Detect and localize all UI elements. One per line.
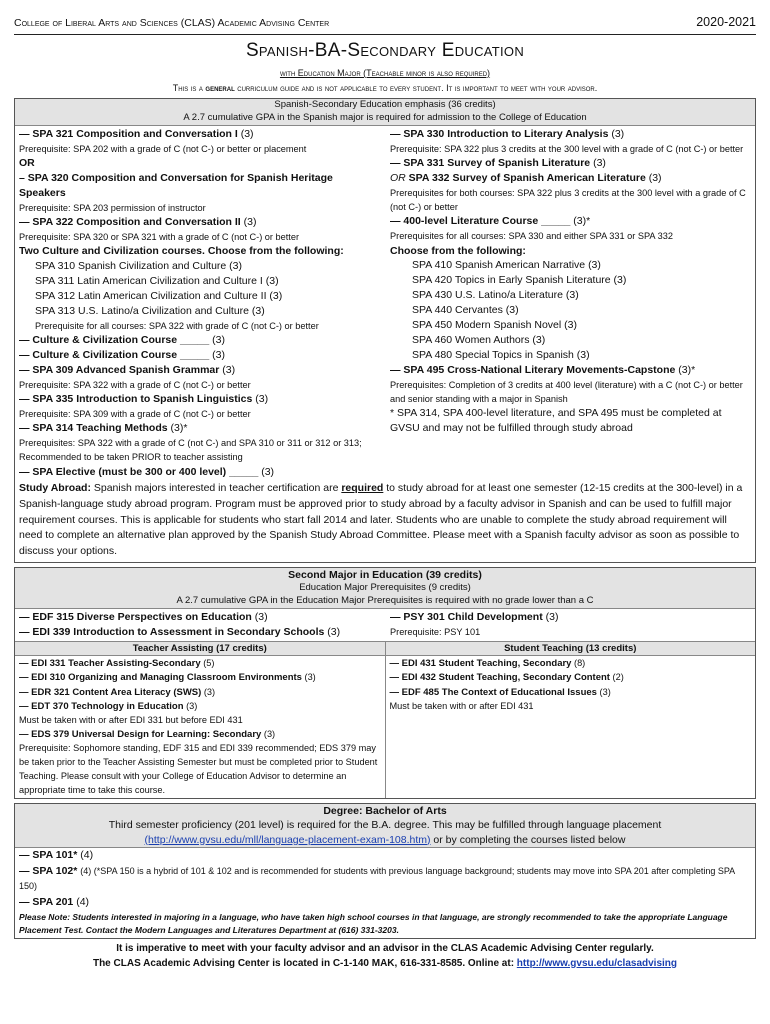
credits: (3) — [611, 127, 625, 140]
course-spa331: — SPA 331 Survey of Spanish Literature — [390, 157, 591, 170]
education-section — [14, 567, 756, 799]
prereq: Prerequisite for all courses: SPA 322 with grade of C (not C-) or better — [35, 320, 319, 331]
credits: (3) — [186, 700, 198, 711]
course-spa320: – SPA 320 Composition and Conversation for Spanish Heritage Speakers — [19, 171, 333, 199]
spanish-elective — [15, 465, 755, 481]
teacher-assisting-heading: Teacher Assisting (17 credits) — [15, 642, 385, 656]
credits: (3) — [255, 392, 269, 405]
or-label: OR — [19, 157, 35, 170]
credits: (3) — [254, 610, 268, 623]
header-bar — [14, 14, 756, 32]
prereq: Prerequisites for both courses: SPA 322 plus 3 credits at the 300 level with a grade of C (not C-) or better — [390, 187, 746, 213]
credits: (3)* — [170, 422, 188, 435]
prereq: Prerequisite: SPA 309 with a grade of C (not C-) or better — [19, 408, 251, 419]
course-option: SPA 312 Latin American Civilization and Culture II (3) — [35, 289, 283, 302]
spanish-band — [15, 99, 755, 126]
credits: (3) — [243, 216, 257, 228]
education-prereq-right — [384, 609, 755, 641]
required-emphasis: required — [341, 482, 384, 495]
credits: (2) — [612, 672, 624, 683]
education-split — [15, 641, 755, 799]
education-band — [15, 568, 755, 609]
credits: (3) — [599, 686, 611, 697]
education-prereq-heading: Education Major Prerequisites (9 credits) — [299, 582, 471, 594]
disclaimer-bold: general — [205, 83, 235, 94]
footer — [14, 942, 756, 971]
education-prereq-left — [15, 609, 384, 641]
education-prereq-columns — [15, 609, 755, 641]
study-abroad-paragraph — [15, 481, 755, 562]
student-teaching-list — [386, 656, 756, 715]
prereq: Prerequisite: PSY 101 — [390, 626, 481, 637]
course-lit400: — 400-level Literature Course _____ — [390, 215, 571, 228]
course-spa322: — SPA 322 Composition and Conversation II — [19, 216, 241, 228]
education-heading: Second Major in Education (39 credits) — [288, 568, 482, 581]
course-edf315: — EDF 315 Diverse Perspectives on Education — [19, 610, 252, 623]
prereq: Prerequisites: SPA 322 with a grade of C (not C-) and SPA 310 or 311 or 312 or 313; Recommended to be taken PRIOR to teacher assisting — [19, 437, 362, 463]
degree-requirement: Third semester proficiency (201 level) is required for the B.A. degree. This may be fulfilled through language placement — [108, 819, 662, 832]
page-title: Spanish-BA-Secondary Education — [245, 39, 525, 61]
edt370-note: Must be taken with or after EDI 331 but before EDI 431 — [19, 715, 243, 726]
prereq: Prerequisite: SPA 322 plus 3 credits at the 300 level with a grade of C (not C-) or better — [390, 143, 744, 154]
degree-section — [14, 803, 756, 939]
header-divider — [14, 34, 756, 35]
credits: (3) — [212, 348, 225, 361]
credits: (3) — [222, 363, 236, 376]
spa102-note: (4) (*SPA 150 is a hybrid of 101 & 102 and is recommended for students with previous language background; students may move into SPA 201 after completing SPA 150) — [19, 865, 735, 892]
spanish-columns — [15, 126, 755, 466]
footer-line2 — [14, 957, 756, 972]
degree-heading: Degree: Bachelor of Arts — [323, 805, 447, 818]
placement-note: Please Note: Students interested in majoring in a language, who have taken high school courses in that language, are strongly recommended to take the appropriate Language Placement Test. Contact the Modern Languages and Literatures Department at (616) 331-3203. — [19, 911, 728, 935]
student-teaching-heading: Student Teaching (13 credits) — [386, 642, 756, 656]
credits: (8) — [574, 658, 586, 669]
credits: (3) — [593, 157, 606, 170]
course-option: SPA 410 Spanish American Narrative (3) — [412, 259, 601, 272]
education-gpa-note: A 2.7 cumulative GPA in the Education Major Prerequisites is required with no grade lower than a C — [176, 594, 594, 606]
credits: (3)* — [678, 363, 696, 376]
course-edi331: — EDI 331 Teacher Assisting-Secondary — [19, 658, 201, 670]
credits: (3) — [545, 610, 559, 623]
student-teaching-block — [385, 642, 756, 799]
course-edf485: — EDF 485 The Context of Educational Issues — [389, 686, 597, 698]
course-spa102: — SPA 102* — [19, 864, 78, 877]
degree-requirement-text: or by completing the courses listed below — [430, 833, 626, 846]
course-elective: — SPA Elective (must be 300 or 400 level) _____ — [19, 466, 259, 479]
disclaimer-post: curriculum guide and is not applicable to every student. It is important to meet with your advisor. — [234, 83, 598, 94]
course-option: SPA 420 Topics in Early Spanish Literature (3) — [412, 274, 627, 287]
teacher-assisting-block — [15, 642, 385, 799]
prereq: Prerequisite: SPA 202 with a grade of C (not C-) or better or placement — [19, 143, 307, 154]
prereq: Prerequisite: Sophomore standing, EDF 315 and EDI 339 recommended; EDS 379 may be taken prior to the Teacher Assisting Semester but must be completed prior to Student Teaching. Please consult with your College of Education Advisor to determine an appropriate time to take this course. — [19, 743, 378, 795]
prereq: Prerequisite: SPA 203 permission of instructor — [19, 202, 206, 213]
credits: (3) — [263, 728, 276, 739]
course-option: SPA 460 Women Authors (3) — [412, 333, 546, 346]
course-spa335: — SPA 335 Introduction to Spanish Linguistics — [19, 392, 253, 405]
credits: (4) — [80, 848, 94, 861]
course-culture-1: — Culture & Civilization Course _____ — [19, 333, 210, 346]
course-spa309: — SPA 309 Advanced Spanish Grammar — [19, 363, 220, 376]
literature-choice-heading: Choose from the following: — [390, 244, 526, 257]
course-edi432: — EDI 432 Student Teaching, Secondary Content — [389, 672, 610, 684]
footer-line1: It is imperative to meet with your faculty advisor and an advisor in the CLAS Academic Advising Center regularly. — [116, 943, 654, 955]
course-psy301: — PSY 301 Child Development — [390, 610, 543, 623]
degree-requirement-line2 — [15, 833, 755, 847]
course-spa332: SPA 332 Survey of Spanish American Literature — [405, 171, 646, 184]
credits: (3) — [261, 466, 275, 479]
course-edr321: — EDR 321 Content Area Literacy (SWS) — [19, 686, 202, 698]
course-spa321: — SPA 321 Composition and Conversation I — [19, 127, 238, 140]
credits: (4) — [76, 896, 90, 909]
center-name: College of Liberal Arts and Sciences (CLAS) Academic Advising Center — [14, 17, 330, 29]
course-spa330: — SPA 330 Introduction to Literary Analysis — [390, 127, 609, 140]
degree-course-list — [15, 848, 755, 939]
advising-guide — [14, 0, 756, 971]
course-option: SPA 450 Modern Spanish Novel (3) — [412, 319, 577, 332]
prereq: Prerequisites for all courses: SPA 330 and either SPA 331 or SPA 332 — [390, 231, 673, 242]
spanish-left-column — [15, 126, 384, 466]
course-spa495: — SPA 495 Cross-National Literary Movements-Capstone — [390, 363, 676, 376]
course-option: SPA 430 U.S. Latino/a Literature (3) — [412, 289, 579, 302]
degree-band — [15, 804, 755, 848]
spanish-gpa-note: A 2.7 cumulative GPA in the Spanish major is required for admission to the College of Education — [183, 112, 587, 124]
edf485-note: Must be taken with or after EDI 431 — [389, 700, 534, 711]
course-option: SPA 480 Special Topics in Spanish (3) — [412, 348, 590, 361]
clas-advising-link[interactable]: http://www.gvsu.edu/clasadvising — [516, 957, 678, 969]
credits: (3) — [212, 333, 225, 346]
course-edi310: — EDI 310 Organizing and Managing Classroom Environments — [19, 672, 302, 684]
prereq: Prerequisite: SPA 320 or SPA 321 with a grade of C (not C-) or better — [19, 231, 300, 242]
prereq: Prerequisite: SPA 322 with a grade of C (not C-) or better — [19, 379, 251, 390]
credits: (3) — [327, 625, 341, 638]
academic-year: 2020-2021 — [696, 15, 756, 29]
study-abroad-text: to study abroad for at least one semester (12-15 credits at the 300-level) in a Spanish-language study abroad program. Program must be approved prior to study abroad by a faculty advisor in Spanish and can be used to fulfill major requirement courses. This is applicable for students who start fall 2014 and later. Students who are unable to complete the study abroad requirement will need to complete an alternative plan approved by the Spanish Study Abroad Committee. Please meet with a Spanish faculty advisor as soon as possible to discuss your options. — [19, 482, 743, 558]
footer-location: The CLAS Academic Advising Center is located in C-1-140 MAK, 616-331-8585. Online at: — [92, 957, 517, 969]
or-label: OR — [390, 171, 406, 184]
course-edi339: — EDI 339 Introduction to Assessment in Secondary Schools — [19, 625, 325, 638]
course-spa314: — SPA 314 Teaching Methods — [19, 422, 168, 435]
culture-choice-heading: Two Culture and Civilization courses. Choose from the following: — [19, 245, 344, 258]
teacher-assisting-list — [15, 656, 385, 798]
study-abroad-text: Spanish majors interested in teacher certification are — [90, 482, 342, 495]
credits: (3)* — [573, 215, 591, 228]
study-abroad-label: Study Abroad: — [19, 482, 91, 495]
disclaimer-pre: This is a — [172, 83, 206, 94]
course-option: SPA 311 Latin American Civilization and Culture I (3) — [35, 274, 279, 287]
credits: (3) — [240, 127, 254, 140]
credits: (5) — [203, 658, 215, 669]
credits: (3) — [304, 672, 316, 683]
credits: (3) — [203, 686, 216, 697]
spanish-section — [14, 98, 756, 563]
gvsu-requirement-note: * SPA 314, SPA 400-level literature, and SPA 495 must be completed at GVSU and may not be fulfilled through study abroad — [390, 407, 722, 435]
placement-exam-link[interactable]: (http://www.gvsu.edu/mll/language-placement-exam-108.htm) — [144, 833, 431, 846]
course-culture-2: — Culture & Civilization Course _____ — [19, 348, 210, 361]
page-subtitle: with Education Major (Teachable minor is also required) — [279, 67, 491, 78]
course-option: SPA 310 Spanish Civilization and Culture (3) — [35, 260, 243, 273]
course-eds379: — EDS 379 Universal Design for Learning: Secondary — [19, 728, 262, 740]
spanish-heading: Spanish-Secondary Education emphasis (36 credits) — [274, 99, 496, 111]
credits: (3) — [648, 171, 662, 184]
course-edi431: — EDI 431 Student Teaching, Secondary — [389, 658, 572, 670]
course-option: SPA 313 U.S. Latino/a Civilization and Culture (3) — [35, 304, 265, 317]
course-spa101: — SPA 101* — [19, 848, 78, 861]
course-edt370: — EDT 370 Technology in Education — [19, 700, 184, 712]
course-spa201: — SPA 201 — [19, 896, 74, 909]
disclaimer — [14, 82, 756, 95]
course-option: SPA 440 Cervantes (3) — [412, 304, 519, 317]
prereq: Prerequisites: Completion of 3 credits at 400 level (literature) with a C (not C-) or better and senior standing with a major in Spanish — [390, 379, 743, 404]
spanish-right-column — [384, 126, 755, 466]
